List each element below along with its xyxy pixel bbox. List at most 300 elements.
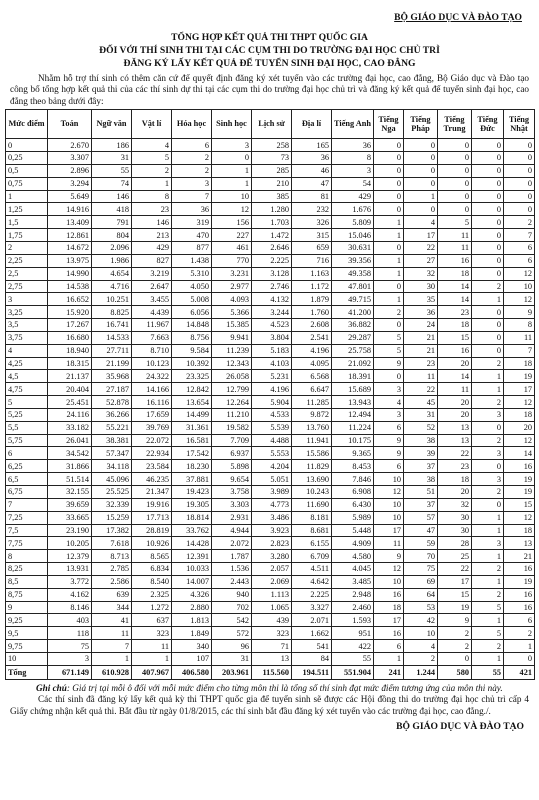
count-cell: 3 (472, 408, 504, 421)
count-cell: 11.210 (212, 408, 252, 421)
count-cell: 4.944 (212, 524, 252, 537)
count-cell: 429 (332, 190, 374, 203)
count-cell: 5.989 (332, 511, 374, 524)
count-cell: 46.235 (132, 473, 172, 486)
count-cell: 0 (438, 652, 472, 665)
table-row (6, 203, 535, 216)
score-level-cell: 7 (6, 498, 48, 511)
count-cell: 572 (212, 627, 252, 640)
count-cell: 16.652 (48, 293, 92, 306)
count-cell: 1 (92, 652, 132, 665)
count-cell: 30 (404, 280, 438, 293)
count-cell: 2.746 (252, 280, 292, 293)
count-cell: 702 (212, 601, 252, 614)
count-cell: 0 (472, 460, 504, 473)
count-cell: 18 (374, 601, 404, 614)
count-cell: 3.485 (332, 575, 374, 588)
count-cell: 25.451 (48, 396, 92, 409)
count-cell: 55 (92, 164, 132, 177)
count-cell: 15 (438, 331, 472, 344)
count-cell: 16.741 (92, 319, 132, 332)
count-cell: 0 (438, 139, 472, 152)
table-row (6, 511, 535, 524)
total-cell: 194.511 (292, 665, 332, 679)
count-cell: 5.539 (252, 421, 292, 434)
score-level-cell: 9,5 (6, 627, 48, 640)
count-cell: 4.523 (252, 319, 292, 332)
count-cell: 2 (472, 640, 504, 653)
count-cell: 10 (404, 627, 438, 640)
count-cell: 0 (472, 331, 504, 344)
count-cell: 11.967 (132, 319, 172, 332)
count-cell: 10 (374, 511, 404, 524)
count-cell: 107 (172, 652, 212, 665)
count-cell: 2.443 (212, 575, 252, 588)
count-cell: 70 (404, 550, 438, 563)
count-cell: 10 (374, 473, 404, 486)
count-cell: 14.007 (172, 575, 212, 588)
score-level-cell: 7,25 (6, 511, 48, 524)
count-cell: 659 (292, 241, 332, 254)
count-cell: 1.438 (172, 254, 212, 267)
count-cell: 2.785 (92, 563, 132, 576)
count-cell: 35 (404, 293, 438, 306)
count-cell: 8 (332, 152, 374, 165)
column-header: Mức điểm (6, 110, 48, 139)
table-row (6, 421, 535, 434)
count-cell: 0 (504, 652, 535, 665)
count-cell: 1 (472, 550, 504, 563)
score-level-cell: 5 (6, 396, 48, 409)
count-cell: 3.244 (252, 306, 292, 319)
score-level-cell: 6,25 (6, 460, 48, 473)
count-cell: 22 (438, 447, 472, 460)
score-level-cell: 9,75 (6, 640, 48, 653)
count-cell: 4.204 (252, 460, 292, 473)
count-cell: 11 (504, 331, 535, 344)
count-cell: 6.937 (212, 447, 252, 460)
count-cell: 10 (374, 575, 404, 588)
count-cell: 32.155 (48, 486, 92, 499)
count-cell: 21 (404, 331, 438, 344)
count-cell: 4.488 (252, 434, 292, 447)
intro-paragraph: Nhằm hỗ trợ thí sinh có thêm căn cứ để quyết định đăng ký xét tuyển vào các trường đại học, cao đẳng, Bộ Giáo dục và Đào tạo công bố tổng hợp kết quả thi của các thí sinh dự thi tại các cụm thi do trường đại học chủ trì và đăng ký kết quả để tuyển sinh đại học, cao đẳng theo bảng dưới đây: (10, 73, 529, 106)
count-cell: 4.654 (92, 267, 132, 280)
count-cell: 13.409 (48, 216, 92, 229)
count-cell: 418 (92, 203, 132, 216)
count-cell: 3 (212, 139, 252, 152)
count-cell: 33.182 (48, 421, 92, 434)
count-cell: 12 (504, 434, 535, 447)
count-cell: 7.709 (212, 434, 252, 447)
column-header: Hóa học (172, 110, 212, 139)
count-cell: 770 (212, 254, 252, 267)
count-cell: 13 (504, 537, 535, 550)
count-cell: 47 (404, 524, 438, 537)
table-row (6, 575, 535, 588)
count-cell: 24.116 (48, 408, 92, 421)
count-cell: 37.881 (172, 473, 212, 486)
count-cell: 3 (472, 447, 504, 460)
table-row (6, 563, 535, 576)
table-row (6, 139, 535, 152)
count-cell: 33.762 (172, 524, 212, 537)
count-cell: 0 (504, 177, 535, 190)
count-cell: 39.769 (132, 421, 172, 434)
count-cell: 71 (252, 640, 292, 653)
count-cell: 17 (504, 383, 535, 396)
count-cell: 4.045 (332, 563, 374, 576)
count-cell: 1 (472, 524, 504, 537)
count-cell: 4.439 (132, 306, 172, 319)
count-cell: 7.846 (332, 473, 374, 486)
count-cell: 6 (172, 139, 212, 152)
count-cell: 13.654 (172, 396, 212, 409)
count-cell: 1.787 (212, 550, 252, 563)
count-cell: 2.896 (48, 164, 92, 177)
count-cell: 41 (92, 614, 132, 627)
count-cell: 12 (374, 563, 404, 576)
table-row (6, 241, 535, 254)
count-cell: 4.642 (292, 575, 332, 588)
count-cell: 3 (48, 652, 92, 665)
count-cell: 470 (172, 229, 212, 242)
count-cell: 0 (404, 139, 438, 152)
table-row (6, 550, 535, 563)
score-level-cell: 4,25 (6, 357, 48, 370)
count-cell: 28.819 (132, 524, 172, 537)
score-level-cell: 3 (6, 293, 48, 306)
count-cell: 19 (504, 473, 535, 486)
count-cell: 52 (404, 421, 438, 434)
count-cell: 9.872 (292, 408, 332, 421)
table-row (6, 267, 535, 280)
count-cell: 1.662 (292, 627, 332, 640)
count-cell: 6.430 (332, 498, 374, 511)
total-cell: 407.967 (132, 665, 172, 679)
count-cell: 25.525 (92, 486, 132, 499)
table-row (6, 177, 535, 190)
count-cell: 16 (504, 588, 535, 601)
count-cell: 18 (438, 473, 472, 486)
count-cell: 17 (438, 575, 472, 588)
count-cell: 15.385 (212, 319, 252, 332)
count-cell: 19.582 (212, 421, 252, 434)
count-cell: 1.272 (132, 601, 172, 614)
count-cell: 0 (472, 139, 504, 152)
count-cell: 5.051 (252, 473, 292, 486)
count-cell: 12 (504, 396, 535, 409)
count-cell: 1 (212, 177, 252, 190)
count-cell: 1.472 (252, 229, 292, 242)
count-cell: 4.716 (92, 280, 132, 293)
count-cell: 16.116 (132, 396, 172, 409)
count-cell: 3.327 (292, 601, 332, 614)
score-level-cell: 1,25 (6, 203, 48, 216)
count-cell: 84 (292, 652, 332, 665)
count-cell: 2 (172, 152, 212, 165)
score-level-cell: 3,25 (6, 306, 48, 319)
count-cell: 439 (252, 614, 292, 627)
count-cell: 15.259 (92, 511, 132, 524)
count-cell: 6.709 (292, 550, 332, 563)
table-row (6, 473, 535, 486)
count-cell: 258 (252, 139, 292, 152)
count-cell: 13.690 (292, 473, 332, 486)
count-cell: 6 (374, 640, 404, 653)
count-cell: 1 (504, 640, 535, 653)
count-cell: 461 (212, 241, 252, 254)
count-cell: 2.948 (332, 588, 374, 601)
count-cell: 8.710 (132, 344, 172, 357)
count-cell: 3.231 (212, 267, 252, 280)
count-cell: 1 (374, 216, 404, 229)
count-cell: 4.533 (252, 408, 292, 421)
count-cell: 75 (48, 640, 92, 653)
count-cell: 7 (504, 229, 535, 242)
count-cell: 146 (92, 190, 132, 203)
count-cell: 1 (472, 293, 504, 306)
total-cell: 421 (504, 665, 535, 679)
count-cell: 1 (374, 652, 404, 665)
count-cell: 146 (132, 216, 172, 229)
count-cell: 10.175 (332, 434, 374, 447)
count-cell: 37 (404, 498, 438, 511)
count-cell: 73 (252, 152, 292, 165)
count-cell: 11 (438, 241, 472, 254)
count-cell: 3 (332, 164, 374, 177)
count-cell: 3.758 (212, 486, 252, 499)
count-cell: 18.814 (172, 511, 212, 524)
count-cell: 14 (504, 447, 535, 460)
count-cell: 827 (132, 254, 172, 267)
count-cell: 8.825 (92, 306, 132, 319)
count-cell: 2 (504, 216, 535, 229)
column-header: Ngữ văn (92, 110, 132, 139)
count-cell: 37 (404, 460, 438, 473)
count-cell: 3 (374, 408, 404, 421)
count-cell: 39.659 (48, 498, 92, 511)
count-cell: 36.266 (92, 408, 132, 421)
count-cell: 8 (504, 319, 535, 332)
count-cell: 6 (374, 460, 404, 473)
count-cell: 13 (438, 421, 472, 434)
count-cell: 716 (292, 254, 332, 267)
count-cell: 14.848 (172, 319, 212, 332)
count-cell: 1.760 (292, 306, 332, 319)
document-title (5, 31, 534, 70)
count-cell: 51 (404, 486, 438, 499)
table-row (6, 498, 535, 511)
column-header: Tiếng Pháp (404, 110, 438, 139)
count-cell: 33.665 (48, 511, 92, 524)
score-level-cell: 6 (6, 447, 48, 460)
count-cell: 6.908 (332, 486, 374, 499)
count-cell: 38 (404, 473, 438, 486)
count-cell: 11.941 (292, 434, 332, 447)
count-cell: 0 (374, 139, 404, 152)
count-cell: 165 (292, 139, 332, 152)
count-cell: 8.146 (48, 601, 92, 614)
count-cell: 45 (404, 396, 438, 409)
count-cell: 3 (374, 383, 404, 396)
count-cell: 0 (404, 164, 438, 177)
score-level-cell: 5,25 (6, 408, 48, 421)
count-cell: 403 (48, 614, 92, 627)
count-cell: 11 (92, 627, 132, 640)
count-cell: 1.813 (172, 614, 212, 627)
column-header: Tiếng Trung (438, 110, 472, 139)
column-header: Sinh học (212, 110, 252, 139)
count-cell: 542 (212, 614, 252, 627)
count-cell: 81 (292, 190, 332, 203)
score-level-cell: 5,5 (6, 421, 48, 434)
count-cell: 1 (472, 575, 504, 588)
count-cell: 2.071 (292, 614, 332, 627)
count-cell: 19 (504, 575, 535, 588)
count-cell: 1.536 (212, 563, 252, 576)
table-row (6, 216, 535, 229)
count-cell: 19 (504, 370, 535, 383)
count-cell: 3.455 (132, 293, 172, 306)
count-cell: 11.239 (212, 344, 252, 357)
column-header: Tiếng Đức (472, 110, 504, 139)
count-cell: 0 (472, 254, 504, 267)
table-row (6, 331, 535, 344)
count-cell: 19 (438, 601, 472, 614)
count-cell: 13 (252, 652, 292, 665)
count-cell: 18.940 (48, 344, 92, 357)
count-cell: 13.760 (292, 421, 332, 434)
score-level-cell: 1,75 (6, 229, 48, 242)
count-cell: 6 (504, 241, 535, 254)
table-row (6, 383, 535, 396)
count-cell: 32 (404, 267, 438, 280)
count-cell: 9.654 (212, 473, 252, 486)
count-cell: 11.690 (292, 498, 332, 511)
count-cell: 3.219 (132, 267, 172, 280)
count-cell: 3.923 (252, 524, 292, 537)
count-cell: 0 (438, 177, 472, 190)
count-cell: 8.181 (292, 511, 332, 524)
count-cell: 2.057 (252, 563, 292, 576)
score-level-cell: 6,5 (6, 473, 48, 486)
count-cell: 12.799 (212, 383, 252, 396)
count-cell: 6 (374, 421, 404, 434)
table-row (6, 434, 535, 447)
count-cell: 27.711 (92, 344, 132, 357)
count-cell: 16 (504, 460, 535, 473)
count-cell: 2 (472, 486, 504, 499)
count-cell: 1 (132, 652, 172, 665)
count-cell: 14.499 (172, 408, 212, 421)
count-cell: 13.975 (48, 254, 92, 267)
column-header: Tiếng Nga (374, 110, 404, 139)
count-cell: 31.361 (172, 421, 212, 434)
count-cell: 3.804 (252, 331, 292, 344)
count-cell: 1.879 (292, 293, 332, 306)
count-cell: 5 (374, 331, 404, 344)
count-cell: 19.305 (172, 498, 212, 511)
count-cell: 41.200 (332, 306, 374, 319)
count-cell: 323 (132, 627, 172, 640)
table-row (6, 588, 535, 601)
count-cell: 0 (374, 370, 404, 383)
count-cell: 186 (92, 139, 132, 152)
count-cell: 210 (252, 177, 292, 190)
count-cell: 13.943 (332, 396, 374, 409)
count-cell: 4 (404, 640, 438, 653)
count-cell: 17 (374, 614, 404, 627)
count-cell: 25 (438, 550, 472, 563)
count-cell: 3.280 (252, 550, 292, 563)
count-cell: 285 (252, 164, 292, 177)
total-cell: 241 (374, 665, 404, 679)
count-cell: 5.008 (172, 293, 212, 306)
count-cell: 12 (212, 203, 252, 216)
count-cell: 344 (92, 601, 132, 614)
count-cell: 20 (438, 357, 472, 370)
score-level-cell: 3,75 (6, 331, 48, 344)
count-cell: 2.225 (292, 588, 332, 601)
table-row (6, 396, 535, 409)
count-cell: 42 (404, 614, 438, 627)
count-cell: 22.934 (132, 447, 172, 460)
column-header: Lịch sử (252, 110, 292, 139)
count-cell: 31 (404, 408, 438, 421)
count-cell: 10 (374, 498, 404, 511)
count-cell: 17.542 (172, 447, 212, 460)
count-cell: 5 (438, 216, 472, 229)
count-cell: 5.183 (252, 344, 292, 357)
count-cell: 1.593 (332, 614, 374, 627)
table-row (6, 460, 535, 473)
count-cell: 55.221 (92, 421, 132, 434)
count-cell: 38 (404, 434, 438, 447)
results-table (5, 109, 535, 680)
count-cell: 5.553 (252, 447, 292, 460)
title-line-3: ĐĂNG KÝ LẤY KẾT QUẢ ĐỂ TUYỂN SINH ĐẠI HỌC, CAO ĐẲNG (123, 58, 416, 69)
table-row (6, 524, 535, 537)
count-cell: 36.882 (332, 319, 374, 332)
count-cell: 4.093 (212, 293, 252, 306)
count-cell: 323 (252, 627, 292, 640)
count-cell: 9 (374, 447, 404, 460)
count-cell: 0 (404, 152, 438, 165)
table-body (6, 139, 535, 680)
count-cell: 23 (438, 306, 472, 319)
count-cell: 5.231 (252, 370, 292, 383)
count-cell: 18 (438, 319, 472, 332)
total-cell: 406.580 (172, 665, 212, 679)
count-cell: 0 (472, 319, 504, 332)
count-cell: 0 (504, 190, 535, 203)
count-cell: 1 (374, 254, 404, 267)
table-row (6, 306, 535, 319)
count-cell: 1.280 (252, 203, 292, 216)
count-cell: 31 (212, 652, 252, 665)
count-cell: 10.392 (172, 357, 212, 370)
count-cell: 0 (438, 164, 472, 177)
count-cell: 57.347 (92, 447, 132, 460)
count-cell: 10.926 (132, 537, 172, 550)
score-level-cell: 2,5 (6, 267, 48, 280)
count-cell: 34.542 (48, 447, 92, 460)
count-cell: 16 (374, 588, 404, 601)
count-cell: 5.310 (172, 267, 212, 280)
count-cell: 4 (374, 396, 404, 409)
count-cell: 804 (92, 229, 132, 242)
